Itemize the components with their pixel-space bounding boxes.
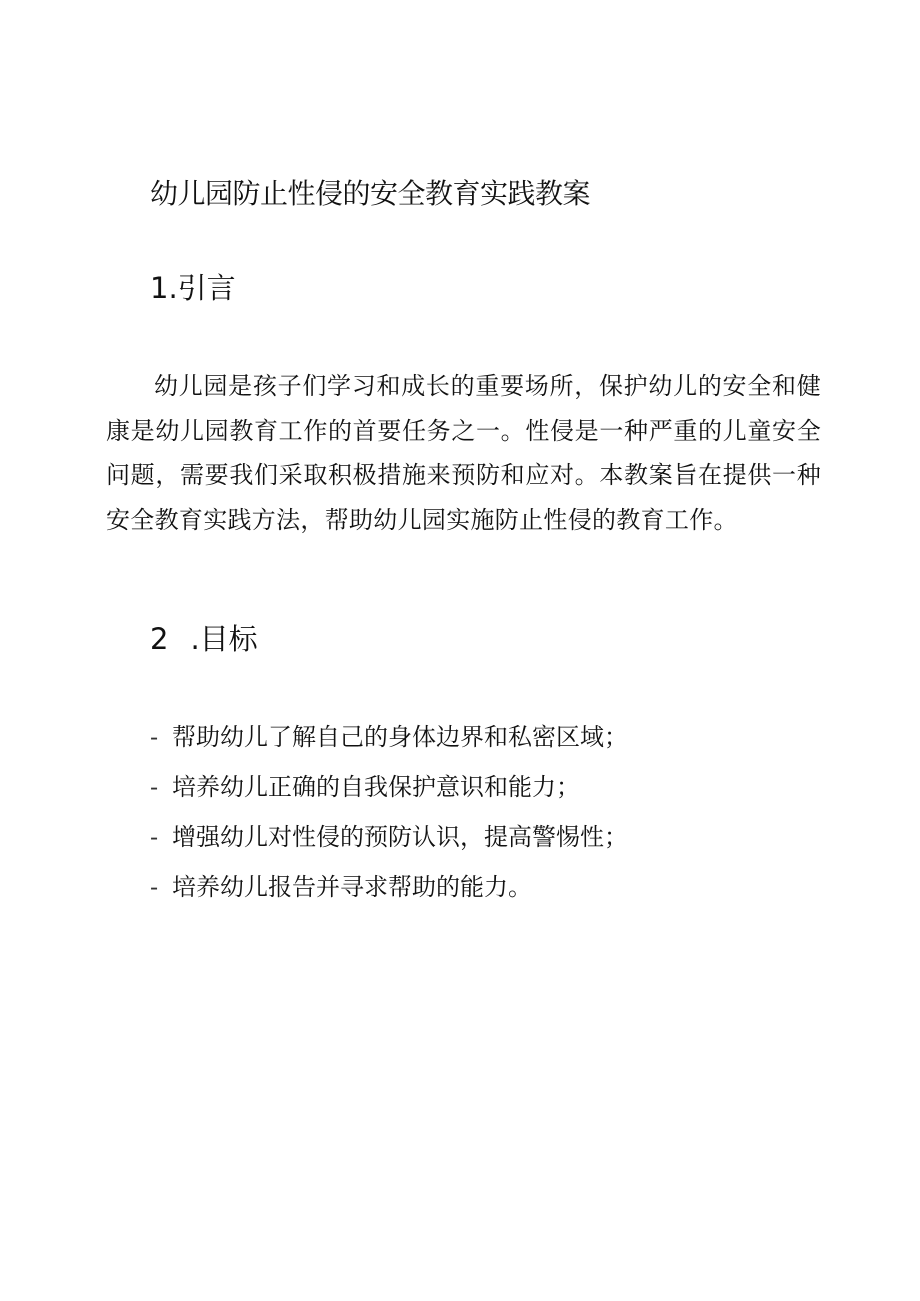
bullet-marker: - — [150, 823, 159, 851]
list-item — [150, 762, 628, 812]
bullet-marker: - — [150, 723, 159, 751]
bullet-marker: - — [150, 773, 159, 801]
list-item-text: 增强幼儿对性侵的预防认识，提高警惕性； — [172, 823, 628, 851]
section-heading-text: .目标 — [190, 622, 258, 656]
list-item — [150, 712, 628, 762]
document-title: 幼儿园防止性侵的安全教育实践教案 — [150, 177, 591, 210]
goals-list — [150, 712, 628, 912]
list-item-text: 帮助幼儿了解自己的身体边界和私密区域； — [172, 723, 628, 751]
list-item-text: 培养幼儿报告并寻求帮助的能力。 — [172, 873, 532, 901]
section-heading-introduction: 1.引言 — [150, 271, 236, 305]
section-number: 2 — [150, 622, 169, 656]
introduction-paragraph: 幼儿园是孩子们学习和成长的重要场所，保护幼儿的安全和健康是幼儿园教育工作的首要任务之一。性侵是一种严重的儿童安全问题，需要我们采取积极措施来预防和应对。本教案旨在提供一种安全教育实践方法，帮助幼儿园实施防止性侵的教育工作。 — [106, 372, 821, 534]
list-item — [150, 862, 628, 912]
section-heading-goals — [150, 617, 258, 661]
bullet-marker: - — [150, 873, 159, 901]
list-item — [150, 812, 628, 862]
list-item-text: 培养幼儿正确的自我保护意识和能力； — [172, 773, 580, 801]
